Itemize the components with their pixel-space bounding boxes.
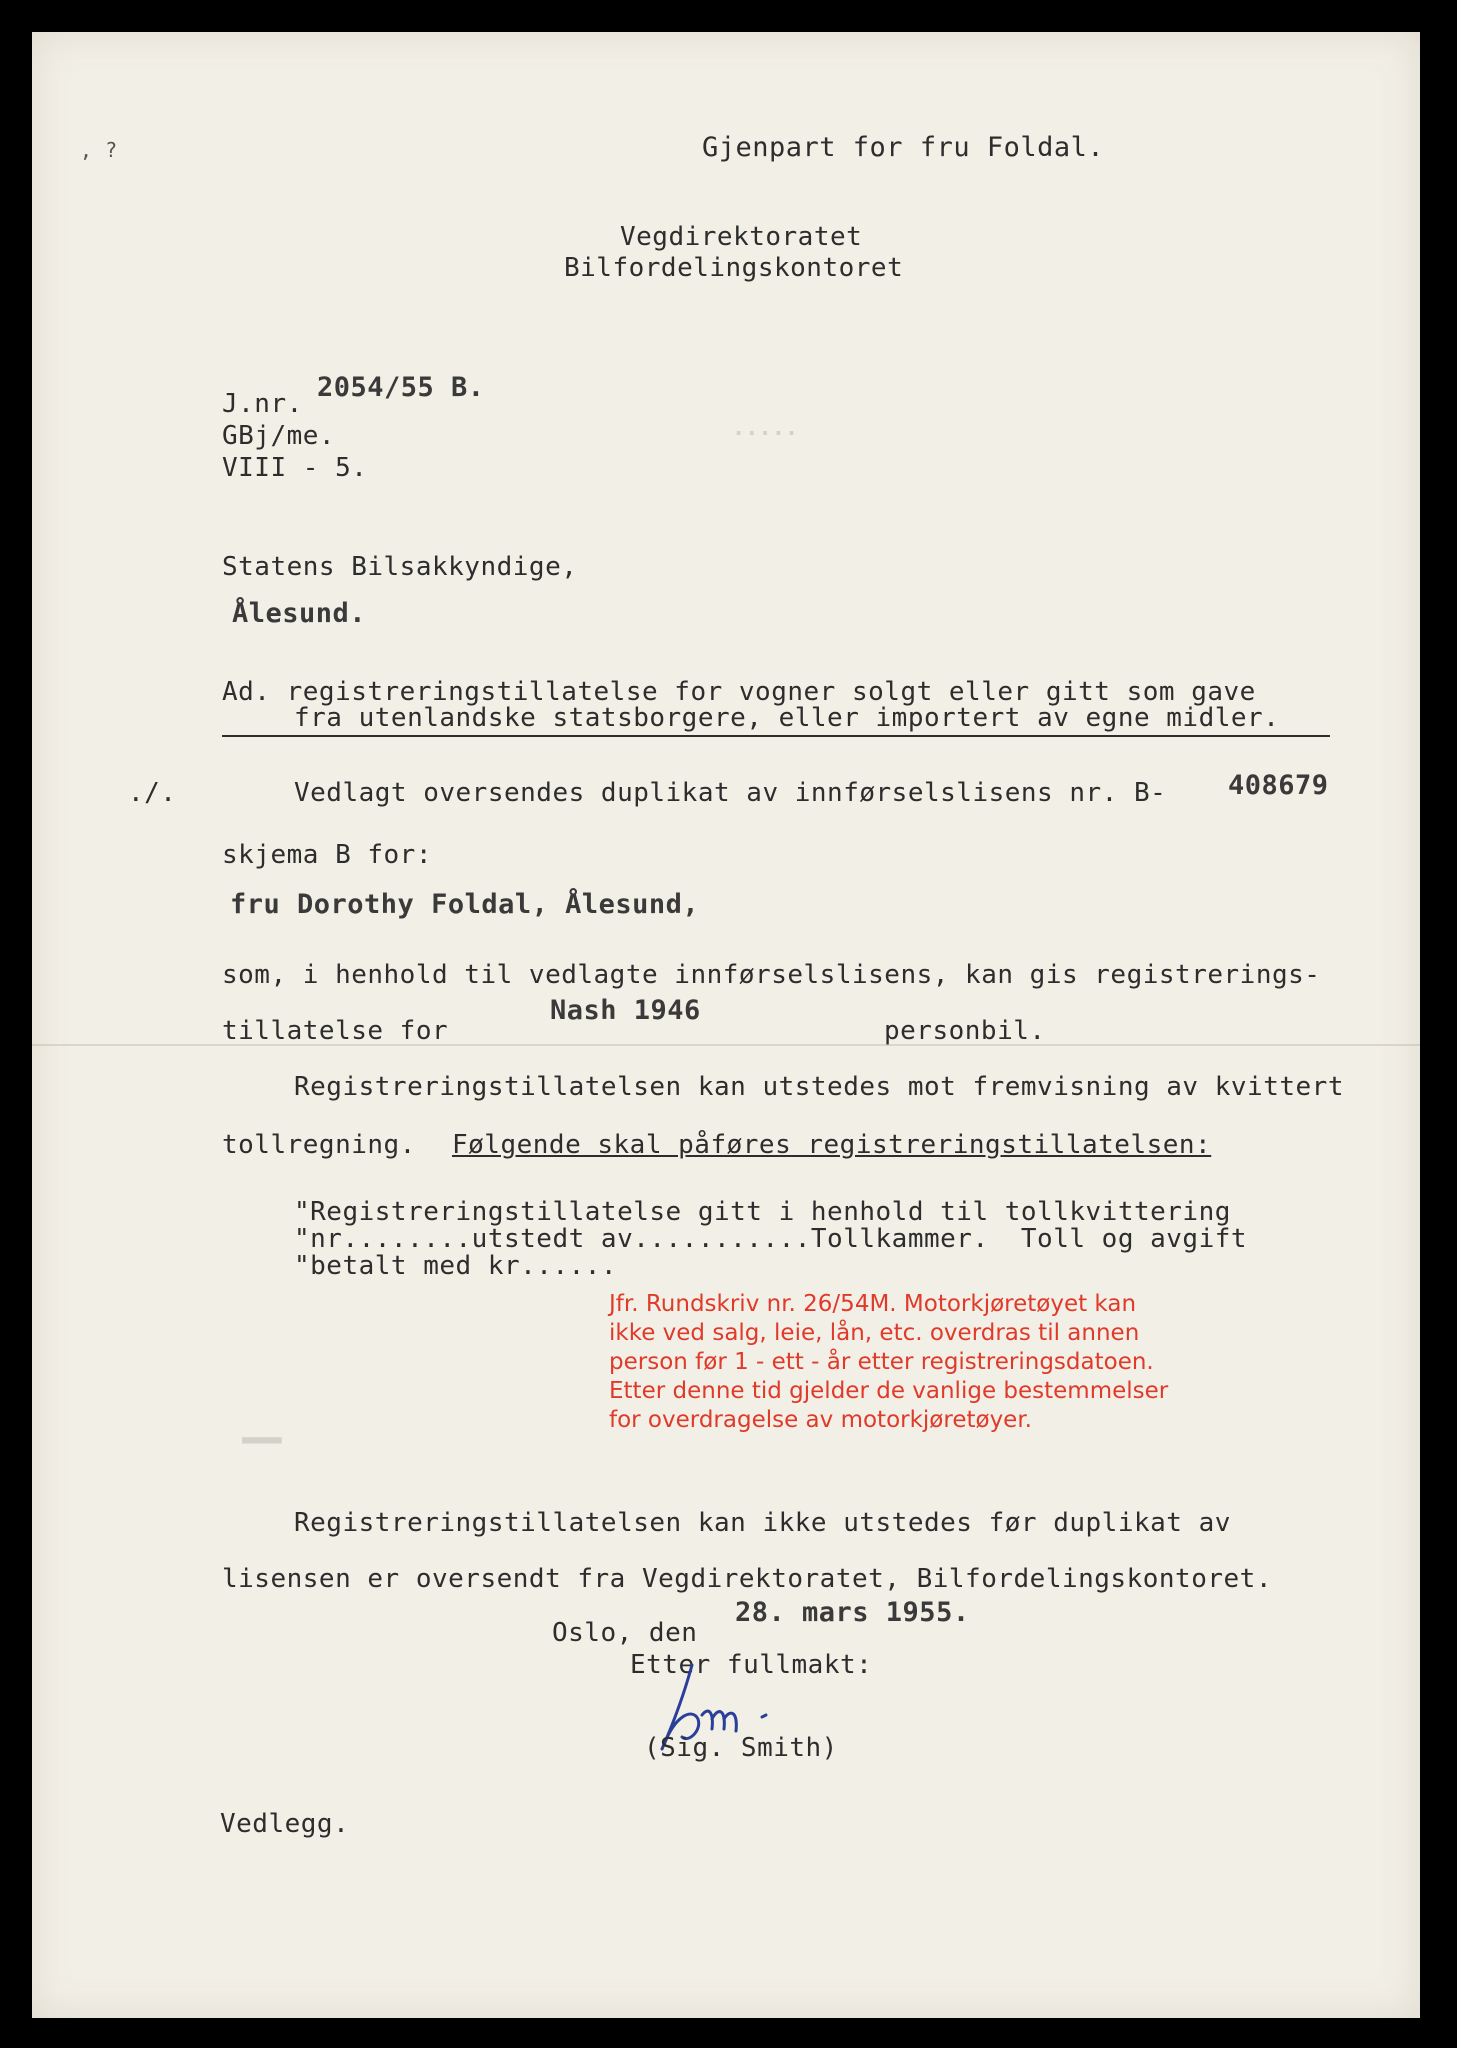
red-stamp-line3: person før 1 - ett - år etter registreringsdatoen. (609, 1349, 1154, 1375)
recipient-name: Statens Bilsakkyndige, (222, 552, 578, 582)
ref-code: VIII - 5. (222, 453, 368, 483)
quote-line3: "betalt med kr...... (294, 1251, 618, 1281)
header-line1: Vegdirektoratet (620, 222, 863, 252)
paragraph-4b: lisensen er oversendt fra Vegdirektoratet, Bilfordelingskontoret. (222, 1564, 1272, 1594)
recipient-place: Ålesund. (232, 598, 367, 629)
vehicle: Nash 1946 (550, 995, 701, 1026)
paragraph-2b: tillatelse for (222, 1016, 449, 1046)
red-stamp-line2: ikke ved salg, leie, lån, etc. overdras til annen (609, 1320, 1140, 1346)
quote-line1: "Registreringstillatelse gitt i henhold til tollkvittering (294, 1197, 1231, 1227)
header-line2: Bilfordelingskontoret (564, 253, 904, 283)
paragraph-3a: Registreringstillatelsen kan utstedes mot fremvisning av kvittert (294, 1072, 1344, 1102)
paragraph-4a: Registreringstillatelsen kan ikke utstedes før duplikat av (294, 1508, 1231, 1538)
enclosures: Vedlegg. (220, 1809, 350, 1839)
corner-marks: ‚ ? (80, 138, 118, 162)
ref-initials: GBj/me. (222, 421, 336, 451)
licence-number: 408679 (1228, 770, 1329, 801)
paragraph-1b: skjema B for: (222, 840, 432, 870)
closing-authority: Etter fullmakt: (630, 1650, 873, 1680)
red-stamp-line1: Jfr. Rundskriv nr. 26/54M. Motorkjøretøyet kan (609, 1291, 1137, 1317)
paragraph-2c: personbil. (884, 1016, 1046, 1046)
jnr-label: J.nr. (222, 389, 303, 419)
paragraph-2a: som, i henhold til vedlagte innførselslisens, kan gis registrerings- (222, 960, 1321, 990)
closing-date: 28. mars 1955. (735, 1597, 970, 1628)
enclosure-mark: ./. (128, 778, 177, 808)
applicant: fru Dorothy Foldal, Ålesund, (230, 889, 700, 920)
subject-line2: fra utenlandske statsborgere, eller importert av egne midler. (294, 703, 1280, 733)
copy-note: Gjenpart for fru Foldal. (702, 132, 1105, 163)
subject-underline (222, 735, 1330, 737)
paragraph-3c: Følgende skal påføres registreringstillatelsen: (452, 1130, 1212, 1160)
signer: (Sig. Smith) (644, 1733, 838, 1763)
closing-place: Oslo, den (552, 1618, 698, 1648)
paragraph-3b: tollregning. (222, 1130, 416, 1160)
jnr-value: 2054/55 B. (317, 372, 485, 403)
faint-offprint-2: ▬▬▬ (242, 1427, 282, 1452)
paragraph-1: Vedlagt oversendes duplikat av innførselslisens nr. B- (294, 778, 1167, 808)
quote-line2: "nr........utstedt av...........Tollkammer. Toll og avgift (294, 1224, 1248, 1254)
red-stamp-line5: for overdragelse av motorkjøretøyer. (609, 1407, 1032, 1433)
faint-offprint-1: ····· (732, 422, 799, 447)
red-stamp-line4: Etter denne tid gjelder de vanlige bestemmelser (609, 1378, 1169, 1404)
letter-page (32, 32, 1420, 2018)
subject-line1: Ad. registreringstillatelse for vogner solgt eller gitt som gave (222, 677, 1256, 707)
